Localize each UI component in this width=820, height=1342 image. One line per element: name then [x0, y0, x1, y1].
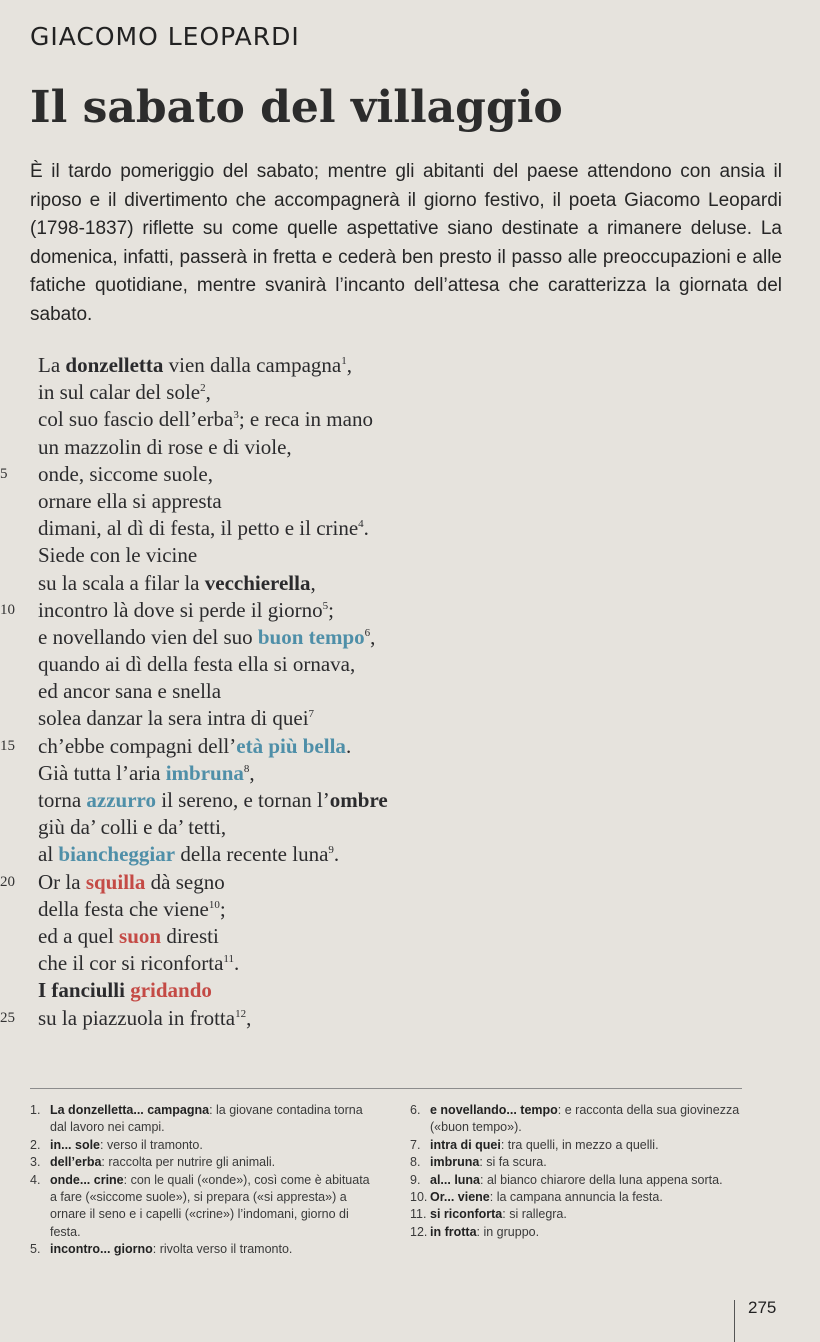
line-number: 20 — [0, 873, 15, 890]
poem-line: solea danzar la sera intra di quei$^7$ — [38, 706, 315, 731]
line-number: 15 — [0, 737, 15, 754]
footnote: 9. al... luna: al bianco chiarore della luna appena sorta. — [410, 1172, 723, 1187]
footnote: 12. in frotta: in gruppo. — [410, 1224, 540, 1239]
footnote: 8. imbruna: si fa scura. — [410, 1155, 547, 1170]
footnote: 5. incontro... giorno: rivolta verso il tramonto. — [30, 1242, 293, 1257]
footnote: 7. intra di quei: tra quelli, in mezzo a quelli. — [410, 1137, 659, 1152]
footnote: 6. e novellando... tempo: e racconta della sua giovinezza («buon tempo»). — [410, 1103, 740, 1135]
footnotes-right — [410, 1102, 760, 1241]
poem-line: La donzelletta vien dalla campagna$^1$, — [38, 353, 352, 377]
intro-paragraph: È il tardo pomeriggio del sabato; mentre gli abitanti del paese attendono con ansia il riposo e il divertimento che accompagnerà il giorno festivo, il poeta Giacomo Leopardi (1798-1837) riflette su come quelle aspettative siano destinate a rimanere deluse. La domenica, infatti, passerà in fretta e cederà ben presto il passo alle preoccupazioni e alle fatiche quotidiane, mentre svanirà l’incanto dell’attesa che caratterizza la giornata del sabato. — [30, 161, 782, 325]
poem-line: 5 onde, siccome suole, — [38, 461, 598, 488]
poem-line: ornare ella si appresta — [38, 488, 222, 513]
footnote: 4. onde... crine: con le quali («onde»), così come è abituata a fare («siccome suole»), si prepara («si appresta») a ornare il seno e i capelli («crine») l’indomani, giorno di festa. — [30, 1172, 370, 1239]
footnote: 1. La donzelletta... campagna: la giovane contadina torna dal lavoro nei campi. — [30, 1103, 363, 1135]
poem-title: Il sabato del villaggio — [30, 82, 563, 133]
page-number: 275 — [748, 1298, 777, 1317]
poem-line: Già tutta l’aria imbruna$^8$, — [38, 760, 255, 785]
line-number: 25 — [0, 1009, 15, 1026]
poem-line: 20 Or la squilla dà segno — [38, 869, 598, 896]
poem-line: Siede con le vicine — [38, 543, 198, 568]
poem-line: e novellando vien del suo buon tempo$^6$, — [38, 624, 376, 649]
poem-line: un mazzolin di rose e di viole, — [38, 434, 292, 459]
poem-line: che il cor si riconforta$^{11}$. — [38, 951, 240, 976]
poem-line: 15 ch’ebbe compagni dell’età più bella. — [38, 733, 598, 760]
poem-line: della festa che viene$^{10}$; — [38, 896, 226, 921]
poem-line: quando ai dì della festa ella si ornava, — [38, 652, 356, 677]
poem-line: su la scala a filar la vecchierella, — [38, 570, 316, 595]
poem-line: dimani, al dì di festa, il petto e il crine$^4$. — [38, 516, 369, 541]
line-number: 10 — [0, 601, 15, 618]
page-number-rule — [734, 1300, 735, 1342]
poem-line: ed ancor sana e snella — [38, 679, 222, 704]
poem-line: torna azzurro il sereno, e tornan l’ombre — [38, 788, 388, 812]
footnote: 2. in... sole: verso il tramonto. — [30, 1137, 203, 1152]
poem-line: 25 su la piazzuola in frotta$^{12}$, — [38, 1005, 598, 1032]
line-number: 5 — [0, 465, 8, 482]
author-name: GIACOMO LEOPARDI — [30, 22, 300, 51]
poem-line: I fanciulli gridando — [38, 978, 212, 1003]
footnote: 11. si riconforta: si rallegra. — [410, 1207, 567, 1222]
poem-line: giù da’ colli e da’ tetti, — [38, 815, 227, 840]
notes-divider — [30, 1088, 742, 1089]
poem-line: al biancheggiar della recente luna$^9$. — [38, 842, 340, 867]
footnote: 3. dell’erba: raccolta per nutrire gli animali. — [30, 1155, 276, 1170]
poem-line: 10 incontro là dove si perde il giorno$^5$; — [38, 597, 598, 624]
poem-line: col suo fascio dell’erba$^3$; e reca in mano — [38, 407, 373, 432]
poem-line: ed a quel suon diresti — [38, 923, 219, 948]
poem-line: in sul calar del sole$^2$, — [38, 380, 211, 405]
footnote: 10. Or... viene: la campana annuncia la festa. — [410, 1190, 663, 1205]
footnotes-left — [30, 1102, 380, 1259]
poem — [0, 352, 598, 1032]
